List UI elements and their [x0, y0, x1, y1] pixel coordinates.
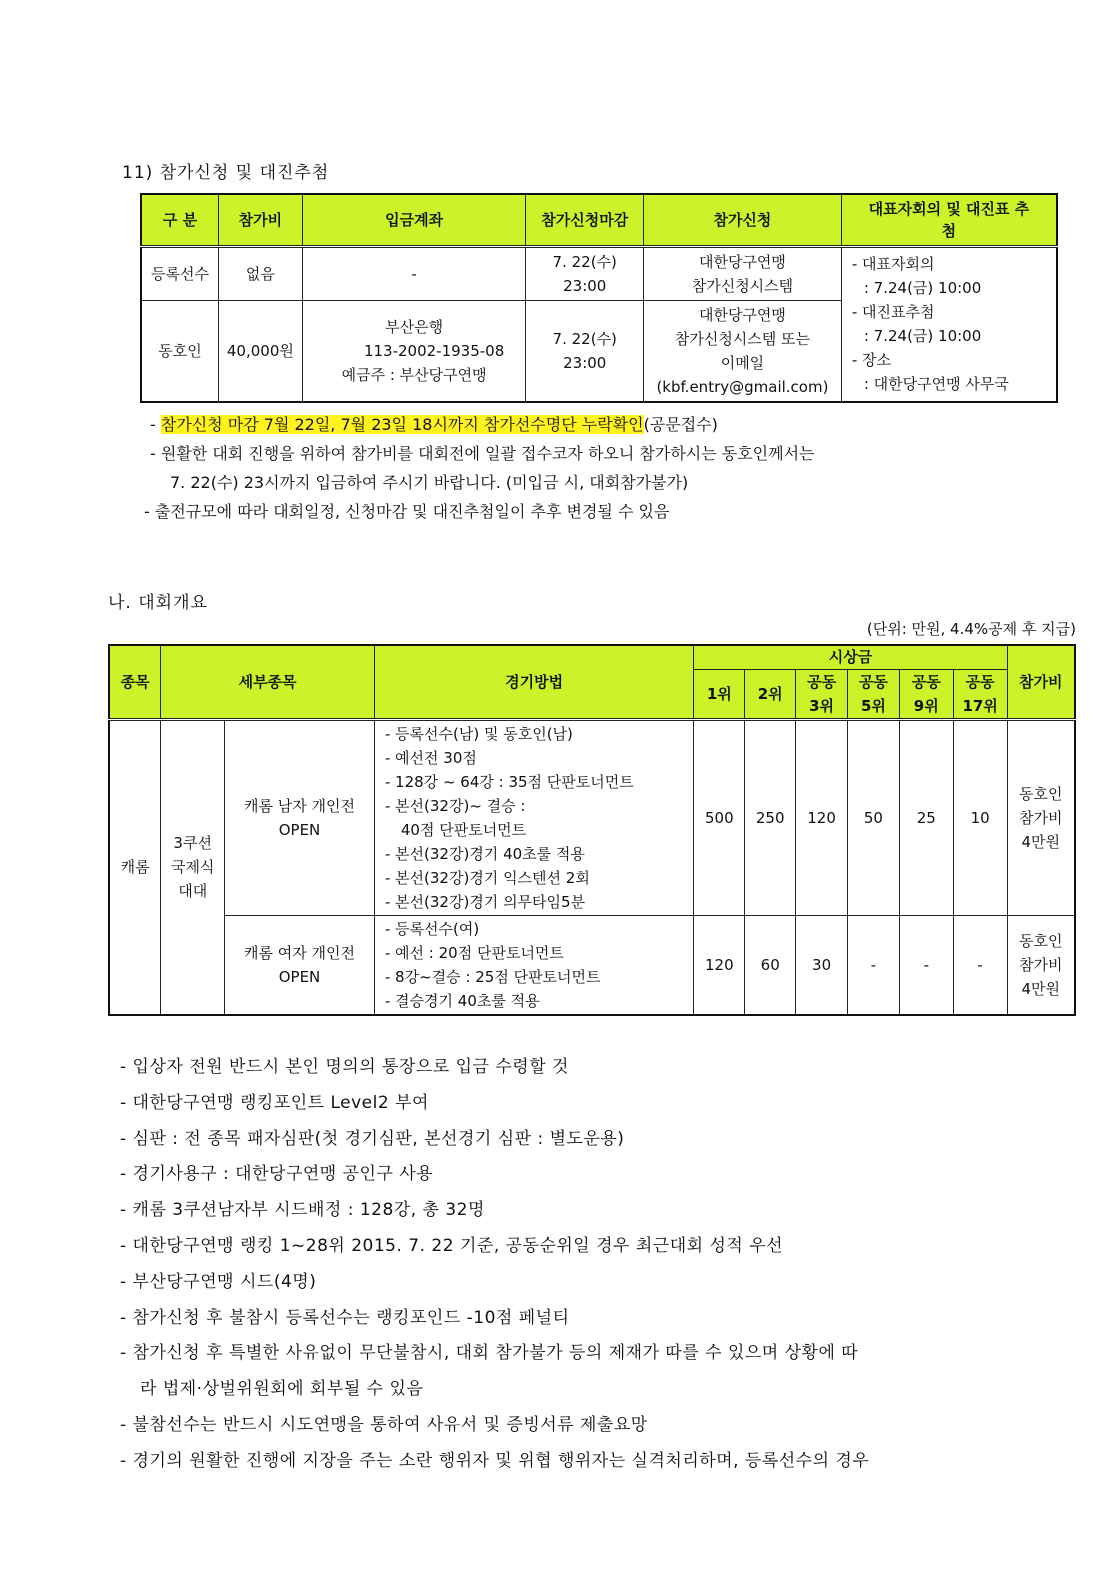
apply-line: 대한당구연맹 — [698, 305, 786, 324]
men-row — [109, 719, 1075, 915]
header-fee: 참가비 — [219, 194, 303, 246]
method-line: - 결승경기 40초룰 적용 — [384, 991, 540, 1010]
header-meeting: 대표자회의 및 대진표 추첨 — [841, 194, 1057, 246]
prize-cell: - — [899, 915, 953, 1015]
prize-cell: 500 — [694, 719, 745, 915]
apply-line: 참가신청시스템 또는 — [674, 329, 811, 348]
note-line: - 경기의 원활한 진행에 지장을 주는 소란 행위자 및 위협 행위자는 실격처리하며, 등록선수의 경우 — [120, 1450, 870, 1471]
overview-notes — [120, 1050, 1040, 1480]
entry-table-header — [141, 194, 1057, 246]
apply-cell — [644, 300, 842, 402]
header-method: 경기방법 — [374, 645, 694, 719]
note-line: - 대한당구연맹 랭킹포인트 Level2 부여 — [120, 1092, 429, 1113]
category-cell: 동호인 — [141, 300, 219, 402]
note-line: - 참가신청 후 특별한 사유없이 무단불참시, 대회 참가불가 등의 제재가 따를 수 있으며 상황에 따 — [120, 1343, 859, 1364]
prize-cell: 10 — [953, 719, 1007, 915]
method-line: - 본선(32강)경기 익스텐션 2회 — [384, 868, 590, 887]
note-line: - 경기사용구 : 대한당구연맹 공인구 사용 — [120, 1164, 434, 1185]
header-rank-5: 공동 5위 — [848, 669, 900, 719]
note-dash: - — [150, 415, 161, 434]
schedule-line: : 7.24(금) 10:00 — [863, 326, 982, 345]
deadline-date: 7. 22(수) — [552, 252, 617, 271]
note-line: - 입상자 전원 반드시 본인 명의의 통장으로 입금 수령할 것 — [120, 1057, 569, 1077]
note-line: - 원활한 대회 진행을 위하여 참가비를 대회전에 일괄 접수코자 하오니 참가하시는 동호인께서는 — [150, 444, 815, 463]
note-tail: (공문접수) — [643, 415, 718, 434]
fee-cell: 동호인 참가비 4만원 — [1007, 719, 1075, 915]
deadline-time: 23:00 — [563, 353, 607, 372]
method-line: - 등록선수(여) — [384, 919, 480, 938]
method-line: - 본선(32강)경기 40초룰 적용 — [384, 844, 585, 863]
note-line — [150, 410, 1050, 439]
men-event-name: 캐롬 남자 개인전 OPEN — [225, 719, 375, 915]
header-apply: 참가신청 — [644, 194, 842, 246]
deadline-date: 7. 22(수) — [552, 329, 617, 348]
apply-cell — [644, 246, 842, 300]
women-event-name: 캐롬 여자 개인전 OPEN — [225, 915, 375, 1015]
category-cell: 등록선수 — [141, 246, 219, 300]
method-line: - 예선전 30점 — [384, 748, 477, 767]
unit-note: (단위: 만원, 4.4%공제 후 지급) — [866, 620, 1076, 638]
header-rank-9: 공동 9위 — [899, 669, 953, 719]
category-cell: 3쿠션 국제식 대대 — [161, 719, 225, 1015]
schedule-line: : 대한당구연맹 사무국 — [863, 374, 1009, 393]
women-row — [109, 915, 1075, 1015]
apply-email: (kbf.entry@gmail.com) — [656, 377, 829, 396]
note-line: 7. 22(수) 23시까지 입금하여 주시기 바랍니다. (미입금 시, 대회참가불가) — [170, 473, 689, 492]
fee-cell: 40,000원 — [219, 300, 303, 402]
prize-cell: - — [848, 915, 900, 1015]
deadline-time: 23:00 — [563, 276, 607, 295]
method-line: 40점 단판토너먼트 — [400, 820, 527, 839]
apply-line: 참가신청시스템 — [691, 276, 794, 295]
note-line: - 심판 : 전 종목 패자심판(첫 경기심판, 본선경기 심판 : 별도운용) — [120, 1128, 625, 1149]
header-prize: 시상금 — [694, 645, 1007, 669]
fee-cell: 동호인 참가비 4만원 — [1007, 915, 1075, 1015]
prize-cell: 120 — [694, 915, 745, 1015]
method-line: - 128강 ~ 64강 : 35점 단판토너먼트 — [384, 772, 634, 791]
prize-cell: - — [953, 915, 1007, 1015]
header-deadline: 참가신청마감 — [526, 194, 644, 246]
entry-row-registered — [141, 246, 1057, 300]
method-line: - 등록선수(남) 및 동호인(남) — [384, 724, 573, 743]
deadline-cell — [526, 300, 644, 402]
method-line: - 8강~결승 : 25점 단판토너먼트 — [384, 967, 601, 986]
fee-cell: 없음 — [219, 246, 303, 300]
event-cell: 캐롬 — [109, 719, 161, 1015]
header-rank-1: 1위 — [694, 669, 745, 719]
men-method — [374, 719, 694, 915]
entry-table — [140, 193, 1058, 403]
section-1-title: 11) 참가신청 및 대진추첨 — [122, 163, 330, 183]
method-line: - 예선 : 20점 단판토너먼트 — [384, 943, 564, 962]
prize-cell: 30 — [796, 915, 848, 1015]
schedule-line: - 대진표추첨 — [851, 302, 935, 321]
schedule-cell — [841, 246, 1057, 402]
note-line: - 불참선수는 반드시 시도연맹을 통하여 사유서 및 증빙서류 제출요망 — [120, 1414, 648, 1435]
header-account: 입금계좌 — [302, 194, 526, 246]
method-line: - 본선(32강)~ 결승 : — [384, 796, 526, 815]
women-method — [374, 915, 694, 1015]
overview-header-row — [109, 645, 1075, 669]
schedule-line: - 장소 — [851, 350, 892, 369]
header-rank-17: 공동 17위 — [953, 669, 1007, 719]
account-holder: 예금주 : 부산당구연맹 — [341, 365, 487, 384]
apply-line: 대한당구연맹 — [698, 252, 786, 271]
header-fee: 참가비 — [1007, 645, 1075, 719]
bank-name: 부산은행 — [385, 317, 444, 336]
overview-table — [108, 644, 1076, 1016]
prize-cell: 250 — [745, 719, 796, 915]
schedule-line: : 7.24(금) 10:00 — [863, 278, 982, 297]
prize-cell: 120 — [796, 719, 848, 915]
note-line: - 캐롬 3쿠션남자부 시드배정 : 128강, 총 32명 — [120, 1200, 485, 1221]
header-rank-2: 2위 — [745, 669, 796, 719]
header-category: 구 분 — [141, 194, 219, 246]
note-line: - 대한당구연맹 랭킹 1~28위 2015. 7. 22 기준, 공동순위일 경우 최근대회 성적 우선 — [120, 1235, 784, 1256]
entry-notes — [144, 410, 1050, 526]
prize-cell: 60 — [745, 915, 796, 1015]
deadline-cell — [526, 246, 644, 300]
note-line: - 부산당구연맹 시드(4명) — [120, 1271, 317, 1292]
account-number: 113-2002-1935-08 — [363, 341, 505, 360]
header-event: 종목 — [109, 645, 161, 719]
section-2-title: 나. 대회개요 — [108, 593, 208, 613]
prize-cell: 25 — [899, 719, 953, 915]
prize-cell: 50 — [848, 719, 900, 915]
account-cell — [302, 300, 526, 402]
note-line: 라 법제·상벌위원회에 회부될 수 있음 — [140, 1379, 424, 1400]
account-cell: - — [302, 246, 526, 300]
note-line: - 참가신청 후 불참시 등록선수는 랭킹포인드 -10점 페널티 — [120, 1307, 570, 1328]
method-line: - 본선(32강)경기 의무타임5분 — [384, 892, 586, 911]
schedule-line: - 대표자회의 — [851, 254, 935, 273]
header-sub-event: 세부종목 — [161, 645, 375, 719]
note-line: - 출전규모에 따라 대회일정, 신청마감 및 대진추첨일이 추후 변경될 수 있음 — [144, 502, 670, 521]
header-rank-3: 공동 3위 — [796, 669, 848, 719]
highlighted-note: 참가신청 마감 7월 22일, 7월 23일 18시까지 참가선수명단 누락확인 — [160, 415, 644, 434]
apply-line: 이메일 — [720, 353, 765, 372]
